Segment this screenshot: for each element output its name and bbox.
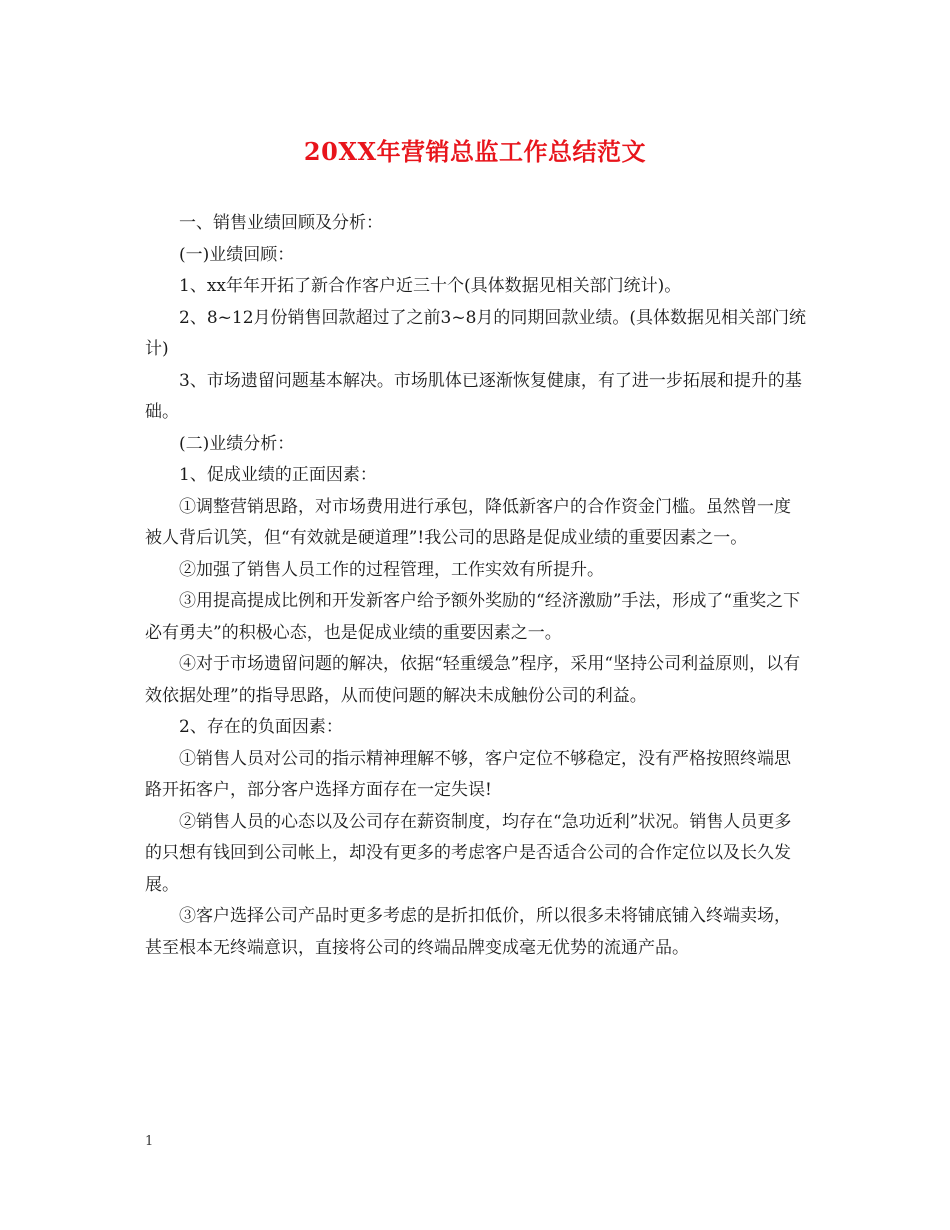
document-title: 20XX年营销总监工作总结范文 (303, 137, 647, 166)
paragraph: 1、xx年年开拓了新合作客户近三十个(具体数据见相关部门统计)。 (179, 276, 682, 296)
paragraph: (二)业绩分析： (179, 433, 295, 454)
paragraph: 3、市场遗留问题基本解决。市场肌体已逐渐恢复健康，有了进一步拓展和提升的基础。 (145, 370, 802, 422)
paragraph: ②加强了销售人员工作的过程管理，工作实效有所提升。 (179, 559, 604, 580)
paragraph: 1、促成业绩的正面因素： (179, 465, 377, 485)
paragraph: 2、8~12月份销售回款超过了之前3~8月的同期回款业绩。(具体数据见相关部门统计) (145, 307, 807, 359)
paragraph: ①销售人员对公司的指示精神理解不够，客户定位不够稳定，没有严格按照终端思路开拓客户，部分客户选择方面存在一定失误! (145, 748, 791, 800)
page-number: 1 (145, 1134, 154, 1149)
paragraph: (一)业绩回顾： (179, 244, 295, 265)
paragraph: ④对于市场遗留问题的解决，依据“轻重缓急”程序，采用“坚持公司利益原则，以有效依据处理”的指导思路，从而使问题的解决未成触份公司的利益。 (145, 654, 801, 706)
paragraph: ③客户选择公司产品时更多考虑的是折扣低价，所以很多未将铺底铺入终端卖场，甚至根本无终端意识，直接将公司的终端品牌变成毫无优势的流通产品。 (145, 906, 791, 958)
paragraph: ①调整营销思路，对市场费用进行承包，降低新客户的合作资金门槛。虽然曾一度被人背后讥笑，但“有效就是硬道理”!我公司的思路是促成业绩的重要因素之一。 (145, 496, 791, 548)
paragraph: ③用提高提成比例和开发新客户给予额外奖励的“经济激励”手法，形成了“重奖之下必有勇夫”的积极心态，也是促成业绩的重要因素之一。 (145, 591, 801, 643)
paragraph: ②销售人员的心态以及公司存在薪资制度，均存在“急功近利”状况。销售人员更多的只想有钱回到公司帐上，却没有更多的考虑客户是否适合公司的合作定位以及长久发展。 (145, 811, 792, 895)
document-body (145, 208, 807, 964)
paragraph: 一、销售业绩回顾及分析： (179, 213, 383, 233)
paragraph: 2、存在的负面因素： (179, 717, 343, 737)
